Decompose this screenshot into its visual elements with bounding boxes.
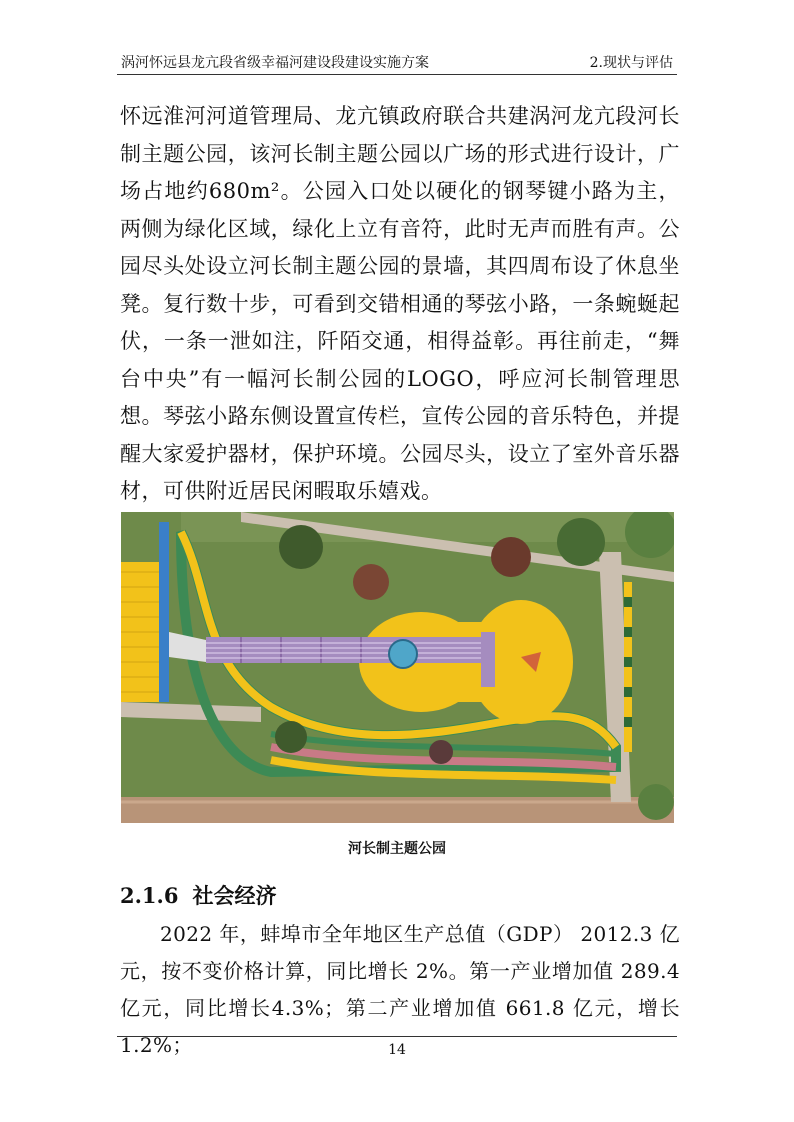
body-paragraph: 怀远淮河河道管理局、龙亢镇政府联合共建涡河龙亢段河长制主题公园，该河长制主题公园以广场的形式进行设计，广场占地约680m²。公园入口处以硬化的钢琴键小路为主，两侧为绿化区域，绿化上立有音符，此时无声而胜有声。公园尽头处设立河长制主题公园的景墙，其四周布设了休息坐凳。复行数十步，可看到交错相通的琴弦小路，一条蜿蜒起伏，一条一泄如注，阡陌交通，相得益彰。再往前走，“舞台中央”有一幅河长制公园的LOGO，呼应河长制管理思想。琴弦小路东侧设置宣传栏，宣传公园的音乐特色，并提醒大家爱护器材，保护环境。公园尽头，设立了室外音乐器材，可供附近居民闲暇取乐嬉戏。: [120, 104, 680, 503]
header-document-title: 涡河怀远县龙亢段省级幸福河建设段建设实施方案: [121, 55, 429, 71]
page-number: 14: [388, 1042, 406, 1058]
page-header: [117, 52, 677, 75]
footer-divider: [117, 1036, 677, 1037]
economy-paragraph-text: 2022 年，蚌埠市全年地区生产总值（GDP） 2012.3 亿元，按不变价格计算，同比增长 2%。第一产业增加值 289.4 亿元，同比增长4.3%；第二产业增加值 661.8 亿元，增长 1.2%；: [120, 922, 680, 1057]
section-title: 社会经济: [192, 883, 277, 908]
section-number: 2.1.6: [120, 883, 179, 908]
park-aerial-photo: [121, 512, 674, 823]
figure-caption: 河长制主题公园: [348, 841, 446, 857]
section-heading: [120, 880, 276, 910]
guitar-park-illustration: [121, 512, 674, 823]
header-chapter-title: 2.现状与评估: [589, 55, 673, 71]
